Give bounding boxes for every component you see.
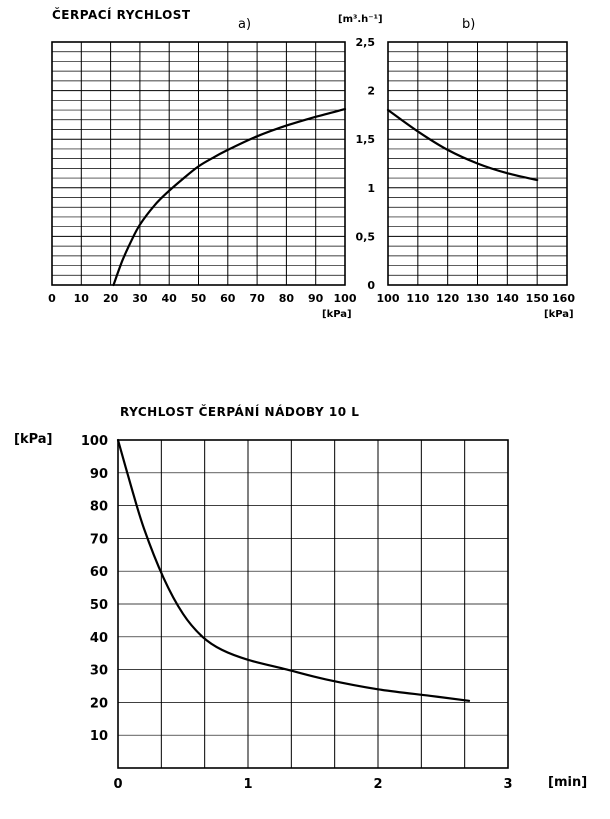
chart-c-series-line <box>118 440 469 701</box>
chart-a-y-tick-label: 0,5 <box>355 230 375 244</box>
chart-c-y-unit-label: [kPa] <box>14 432 53 447</box>
chart-b-x-tick-label: 140 <box>495 292 519 305</box>
chart-a-x-ticks <box>48 292 357 305</box>
chart-a-y-tick-label: 1 <box>367 181 375 195</box>
chart-b-x-unit-label: [kPa] <box>544 309 574 320</box>
chart-a-x-tick-label: 30 <box>132 292 148 305</box>
chart-b-x-tick-label: 160 <box>552 292 575 305</box>
chart-c-x-ticks <box>113 777 512 792</box>
chart-a-grid <box>52 42 345 285</box>
chart-a-title: ČERPACÍ RYCHLOST <box>52 8 191 22</box>
chart-b-panel-label: b) <box>462 17 476 32</box>
chart-a-pumping-speed <box>48 7 382 320</box>
chart-c-x-tick-label: 2 <box>373 777 383 792</box>
chart-c-y-tick-label: 20 <box>89 696 108 712</box>
chart-b-pumping-speed <box>377 17 576 320</box>
chart-c-y-tick-label: 60 <box>89 565 108 581</box>
chart-a-x-unit-label: [kPa] <box>322 309 352 320</box>
chart-a-x-tick-label: 100 <box>333 292 357 305</box>
chart-a-x-tick-label: 20 <box>102 292 119 305</box>
chart-a-y-unit-label: [m³.h⁻¹] <box>338 14 383 25</box>
chart-c-y-tick-label: 30 <box>89 663 108 679</box>
chart-b-x-ticks <box>377 292 576 305</box>
chart-b-x-tick-label: 110 <box>406 292 430 305</box>
chart-c-x-tick-label: 0 <box>113 777 123 792</box>
chart-c-x-tick-label: 3 <box>503 777 513 792</box>
chart-c-title: RYCHLOST ČERPÁNÍ NÁDOBY 10 L <box>120 405 360 419</box>
chart-c-y-tick-label: 50 <box>89 598 108 613</box>
chart-a-x-tick-label: 40 <box>161 292 177 305</box>
chart-a-x-tick-label: 50 <box>190 292 207 305</box>
chart-c-x-tick-label: 1 <box>243 777 253 792</box>
chart-a-y-tick-label: 2,5 <box>355 36 375 49</box>
chart-c-x-unit-label: [min] <box>548 775 588 790</box>
chart-c-vessel-pumping <box>14 404 587 792</box>
chart-c-y-tick-label: 40 <box>89 630 108 646</box>
chart-c-y-tick-label: 10 <box>89 729 108 745</box>
chart-a-x-tick-label: 60 <box>220 292 236 305</box>
chart-b-x-tick-label: 120 <box>436 292 460 305</box>
chart-c-y-tick-label: 70 <box>89 532 108 548</box>
chart-a-x-tick-label: 80 <box>278 292 295 305</box>
chart-a-x-tick-label: 0 <box>48 292 56 305</box>
chart-c-y-ticks <box>81 434 108 744</box>
chart-a-x-tick-label: 70 <box>249 292 265 305</box>
chart-c-y-tick-label: 100 <box>80 434 108 449</box>
chart-a-y-tick-label: 2 <box>367 84 375 98</box>
chart-b-x-tick-label: 100 <box>376 292 400 305</box>
chart-a-panel-label: a) <box>238 17 252 32</box>
chart-b-x-tick-label: 130 <box>466 292 489 305</box>
chart-c-y-tick-label: 90 <box>89 466 108 482</box>
chart-a-y-ticks <box>356 36 376 292</box>
chart-a-x-tick-label: 10 <box>73 292 89 305</box>
chart-a-series-line <box>114 109 346 285</box>
chart-a-y-tick-label: 1,5 <box>355 133 375 147</box>
chart-b-x-tick-label: 150 <box>525 292 549 305</box>
chart-a-y-tick-label: 0 <box>367 279 375 292</box>
chart-a-x-tick-label: 90 <box>308 292 324 305</box>
chart-b-series-line <box>388 110 537 180</box>
chart-c-y-tick-label: 80 <box>89 499 108 515</box>
